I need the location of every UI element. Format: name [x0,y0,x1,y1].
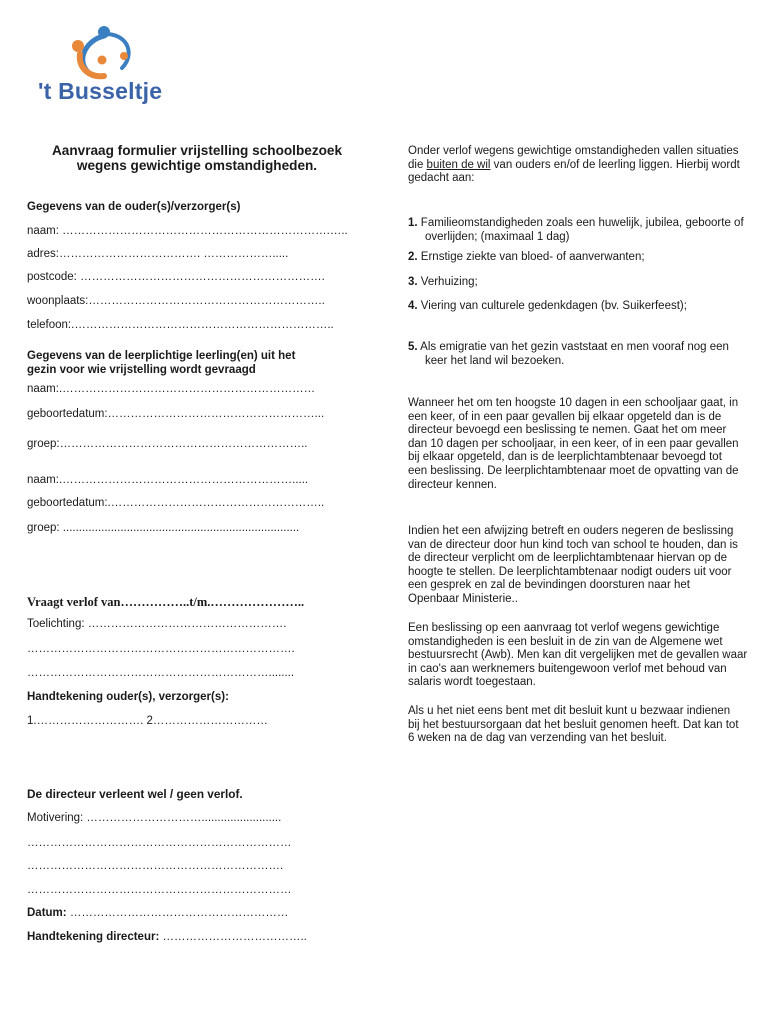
parent-address-field[interactable]: adres:………………………………. ………………..... [27,248,289,260]
form-title: Aanvraag formulier vrijstelling schoolbezoek wegens gewichtige omstandigheden. [51,143,343,173]
director-signature-field[interactable]: Handtekening directeur: ……………………………….. [27,931,307,943]
child1-name-field[interactable]: naam:.………………………………………………………… [27,383,316,395]
intro-paragraph: Onder verlof wegens gewichtige omstandigheden vallen situaties die buiten de wil van ouders en/of de leerling liggen. Hierbij wordt gedacht aan: [408,145,740,185]
list-item: 5. Als emigratie van het gezin vaststaat en men vooraf nog een keer het land wil bezoeken. [408,341,729,367]
list-item: 2. Ernstige ziekte van bloed- of aanverwanten; [408,251,645,263]
leave-request-field[interactable]: Vraagt verlof van……………..t/m.………………….. [27,595,305,609]
parent-city-field[interactable]: woonplaats:…………………………………………………….. [27,295,325,307]
paragraph-objection: Als u het niet eens bent met dit besluit kunt u bezwaar indienen bij het bestuursorgaan dat het besluit genomen heeft. Dat kan tot 6 weken na de dag van verzending van het besluit. [408,705,739,745]
date-field[interactable]: Datum: ………………………………………………… [27,907,289,919]
parent-name-field[interactable]: naam: …………………………………………………………….….. [27,225,348,237]
child2-group-field[interactable]: groep: .......................................................................... [27,522,300,534]
explanation-field[interactable]: Toelichting: ……………………………………………. [27,618,287,630]
parent-phone-field[interactable]: telefoon:.………………………………………………………….. [27,319,334,331]
motivation-line-4[interactable]: …………………………………………………………… [27,884,292,896]
list-item: 1. Familieomstandigheden zoals een huwelijk, jubilea, geboorte of overlijden; (maximaal 1 dag) [408,217,744,243]
child2-birthdate-field[interactable]: geboortedatum:.……………………………………………….. [27,497,325,509]
explanation-line-3[interactable]: ………………………………………………………........ [27,667,295,679]
parents-signature-field[interactable]: 1.………………………. 2………………………… [27,715,268,727]
school-name: 't Busseltje [38,78,163,104]
parents-heading: Gegevens van de ouder(s)/verzorger(s) [27,201,241,213]
paragraph-rejection: Indien het een afwijzing betreft en ouders negeren de beslissing van de directeur door hun kind toch van school te houden, dan is de directeur verplicht om de leerplichtambtenaar hiervan op de hoogte te stellen. De leerplichtambtenaar nodigt ouders uit voor een gesprek en zal de bevindingen doorsturen naar het Openbaar Ministerie.. [408,525,738,605]
parents-signature-heading: Handtekening ouder(s), verzorger(s): [27,691,229,703]
child-heading: Gegevens van de leerplichtige leerling(en) uit het gezin voor wie vrijstelling wordt gevraagd [27,350,296,376]
parent-postcode-field[interactable]: postcode: ………………………………………………………. [27,271,325,283]
paragraph-decision-authority: Wanneer het om ten hoogste 10 dagen in een schooljaar gaat, in een keer, of in een paar gevallen bij elkaar opgeteld dan is de directeur bevoegd een beslissing te nemen. Gaat het om meer dan 10 dagen per schooljaar, in een keer, of in een paar gevallen bij elkaar opgeteld, dan is de leerplichtambtenaar bevoegd tot een beslissing. De leerplichtambtenaar moet de opvatting van de directeur kennen. [408,397,739,491]
child1-group-field[interactable]: groep:……………………………………………………….. [27,438,308,450]
list-item: 4. Viering van culturele gedenkdagen (bv. Suikerfeest); [408,300,687,312]
list-item: 3. Verhuizing; [408,276,478,288]
motivation-line-2[interactable]: …………………………………………………………… [27,837,292,849]
child1-birthdate-field[interactable]: geboortedatum:………………………………………………... [27,408,325,420]
motivation-line-3[interactable]: …………………………………………………………. [27,860,284,872]
director-decision-heading: De directeur verleent wel / geen verlof. [27,787,243,801]
paragraph-awb: Een beslissing op een aanvraag tot verlof wegens gewichtige omstandigheden is een besluit in de zin van de Algemene wet bestuursrecht (Awb). Men kan dit vergelijken met de gevallen waar in cao's aan werknemers buitengewoon verlof met behoud van salaris wordt toegestaan. [408,622,748,689]
motivation-field[interactable]: Motivering: …………………………......................... [27,812,282,824]
explanation-line-2[interactable]: ……………………………………………………………. [27,643,295,655]
child2-name-field[interactable]: naam:.……………………………………………………..... [27,474,309,486]
